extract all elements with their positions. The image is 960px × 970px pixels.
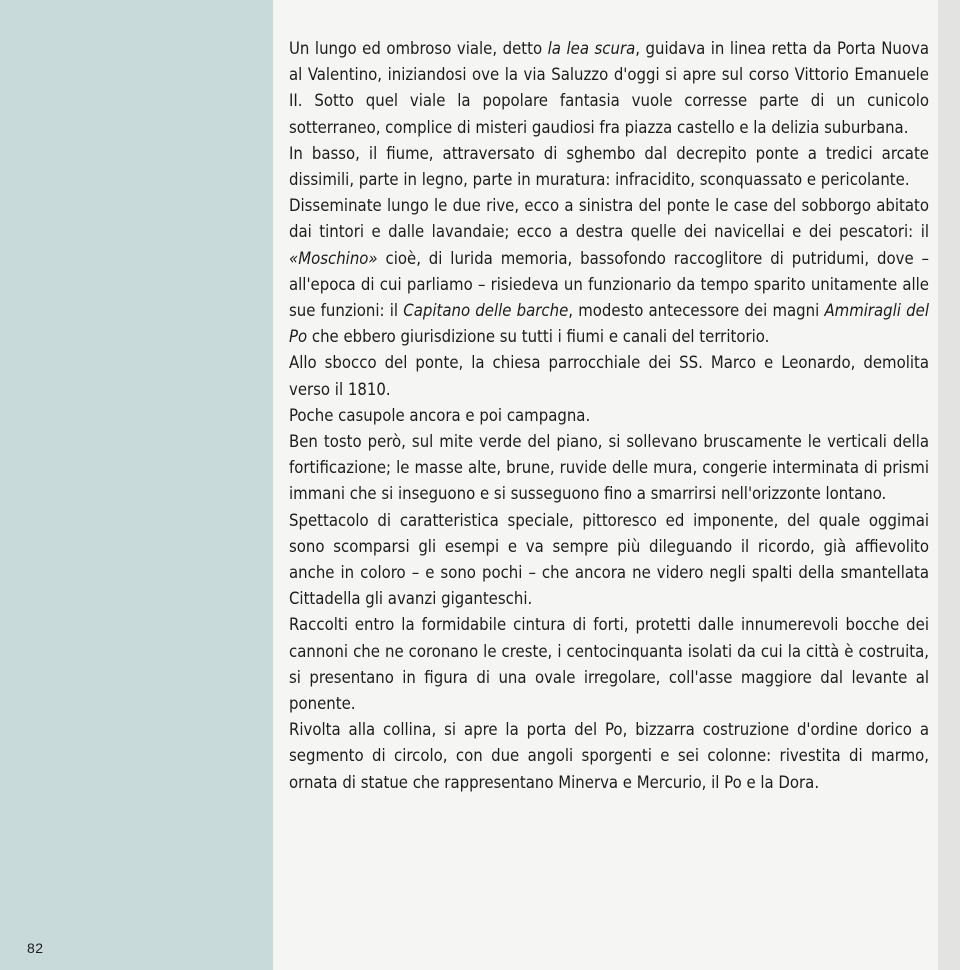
text-run-italic: «Moschino»: [289, 248, 378, 268]
paragraph: [289, 612, 929, 717]
paragraph: [289, 403, 929, 429]
text-run-italic: la lea scura: [547, 39, 636, 58]
text-run: Poche casupole ancora e poi campagna.: [289, 405, 591, 425]
paragraph: [289, 350, 929, 402]
text-run: Un lungo ed ombroso viale, detto: [289, 39, 548, 58]
text-run: che ebbero giurisdizione su tutti i fiumi e canali del territorio.: [307, 327, 770, 347]
text-run: , modesto antecessore dei magni: [568, 301, 825, 321]
right-page-edge: [938, 0, 960, 970]
text-run: Ben tosto però, sul mite verde del piano, si sollevano bruscamente le verticali della fortificazione; le masse alte, brune, ruvide delle mura, congerie interminata di prismi immani che si inseguono e si susseguono fino a smarrirsi nell'orizzonte lontano.: [289, 432, 929, 504]
paragraph: [289, 429, 929, 508]
text-run: , guidava in linea retta da Porta Nuova al Valentino, iniziandosi ove la via Saluzzo d'oggi si apre sul corso Vittorio Emanuele II. Sotto quel viale la popolare fantasia vuole corresse parte di un cunicolo sotterraneo, complice di misteri gaudiosi fra piazza castello e la delizia suburbana.: [289, 39, 930, 137]
paragraph: [289, 36, 929, 141]
body-text: [289, 36, 929, 796]
text-run: cioè, di lurida memoria, bassofondo raccoglitore di putridumi, dove – all'epoca di cui parliamo – risiedeva un funzionario da tempo sparito unitamente alle sue funzioni: il: [289, 248, 929, 321]
text-run: Disseminate lungo le due rive, ecco a sinistra del ponte le case del sobborgo abitato dai tintori e dalle lavandaie; ecco a destra quelle dei navicellai e dei pescatori: il: [289, 196, 929, 242]
page-number: 82: [27, 940, 44, 956]
paragraph: [289, 141, 929, 193]
text-run: Raccolti entro la formidabile cintura di forti, protetti dalle innumerevoli bocche dei cannoni che ne coronano le creste, i centocinquanta isolati da cui la città è costruita, si presentano in figura di una ovale irregolare, coll'asse maggiore dal levante al ponente.: [289, 615, 929, 714]
text-run: Spettacolo di caratteristica speciale, pittoresco ed imponente, del quale oggimai sono scomparsi gli esempi e va sempre più dileguando il ricordo, già affievolito anche in coloro – e sono pochi – che ancora ne videro negli spalti della smantellata Cittadella gli avanzi giganteschi.: [289, 510, 929, 609]
paragraph: [289, 508, 929, 613]
text-run: Rivolta alla collina, si apre la porta del Po, bizzarra costruzione d'ordine dorico a segmento di circolo, con due angoli sporgenti e sei colonne: rivestita di marmo, ornata di statue che rappresentano Minerva e Mercurio, il Po e la Dora.: [289, 720, 929, 792]
text-run: In basso, il fiume, attraversato di sghembo dal decrepito ponte a tredici arcate dissimili, parte in legno, parte in muratura: infracidito, sconquassato e pericolante.: [289, 143, 929, 190]
paragraph: [289, 717, 929, 796]
left-color-band: [0, 0, 273, 970]
text-run-italic: Capitano delle barche: [403, 301, 569, 321]
paragraph: [289, 193, 929, 350]
text-run: Allo sbocco del ponte, la chiesa parrocchiale dei SS. Marco e Leonardo, demolita verso il 1810.: [289, 353, 929, 399]
text-run-italic: Ammiragli del Po: [289, 301, 929, 347]
